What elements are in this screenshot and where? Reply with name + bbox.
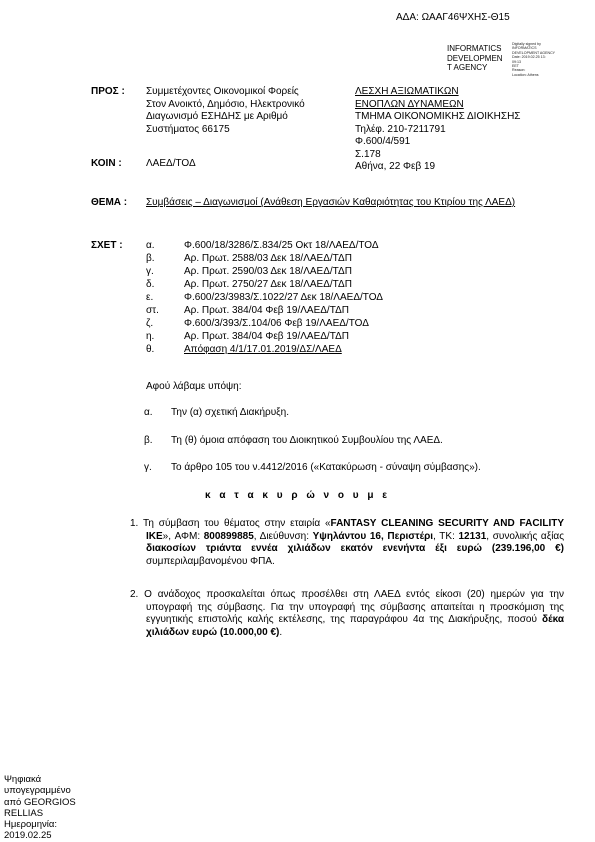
paragraph-text: 1. Τη σύμβαση του θέματος στην εταιρία « (130, 518, 331, 529)
recipients-label: ΠΡΟΣ : (91, 86, 125, 97)
considering-text: Το άρθρο 105 του ν.4412/2016 («Κατακύρωση - σύναψη σύμβασης»). (171, 462, 481, 473)
recipient-line: Συμμετέχοντες Οικονομικοί Φορείς (146, 86, 299, 97)
logo-line: DEVELOPMEN (447, 53, 503, 63)
paragraph-text: », ΑΦΜ: (162, 530, 204, 542)
considering-text: Τη (θ) όμοια απόφαση του Διοικητικού Συμβουλίου της ΛΑΕΔ. (171, 435, 443, 446)
recipient-line: Διαγωνισμό ΕΣΗΔΗΣ με Αριθμό (146, 111, 288, 122)
reference-text: Αρ. Πρωτ. 384/04 Φεβ 19/ΛΑΕΔ/ΤΔΠ (184, 331, 349, 342)
postal-code: 12131 (458, 530, 487, 542)
amount-words: διακοσίων τριάντα εννέα χιλιάδων εκατόν ενενήντα έξι ευρώ (146, 543, 482, 554)
reference-text: Αρ. Πρωτ. 2588/03 Δεκ 18/ΛΑΕΔ/ΤΔΠ (184, 253, 352, 264)
reference-number: γ. (146, 266, 154, 277)
reference-number: β. (146, 253, 155, 264)
stamp-line: EET (512, 64, 519, 69)
company-afm: 800899885 (203, 530, 254, 542)
reference-text: Αρ. Πρωτ. 384/04 Φεβ 19/ΛΑΕΔ/ΤΔΠ (184, 305, 349, 316)
reference-number: δ. (146, 279, 155, 290)
considering-intro: Αφού λάβαμε υπόψη: (146, 381, 242, 392)
guarantee-amount-words: δέκα χιλιάδων ευρώ (146, 614, 564, 638)
paragraph-text: 2. Ο ανάδοχος προσκαλείται όπως προσέλθει στη ΛΑΕΔ εντός είκοσι (20) ημερών για την υπογραφή της σύμβασης. Για την υπογραφή της σύμβασης απαιτείται η προσκόμιση της εγγυητικής επιστολής καλής εκτέλεσης, της παραγράφου 4α της Διακήρυξης, ποσού (130, 589, 564, 625)
signature-line: από GEORGIOS (4, 796, 76, 808)
recipient-line: Συστήματος 66175 (146, 123, 230, 135)
stamp-line: Location: Athens (512, 72, 539, 77)
stamp-line: Digitally signed by (512, 42, 541, 46)
reference-text: Φ.600/23/3983/Σ.1022/27 Δεκ 18/ΛΑΕΔ/ΤΟΔ (184, 292, 383, 303)
considering-text: Την (α) σχετική Διακήρυξη. (171, 407, 289, 418)
sender-line: ΛΕΣΧΗ ΑΞΙΩΜΑΤΙΚΩΝ (355, 86, 459, 97)
sender-line: ΤΜΗΜΑ ΟΙΚΟΝΟΜΙΚΗΣ ΔΙΟΙΚΗΣΗΣ (355, 111, 521, 122)
amount-value: (239.196,00 €) (491, 543, 564, 554)
reference-text: Απόφαση 4/1/17.01.2019/ΔΣ/ΛΑΕΔ (184, 344, 342, 355)
ida-logo-text (447, 44, 509, 73)
digital-signature-note (4, 774, 84, 842)
subject-label: ΘΕΜΑ : (91, 197, 128, 208)
references-list (146, 240, 566, 370)
considering-number: α. (144, 407, 153, 418)
reference-number: α. (146, 240, 155, 251)
decision-heading: κ α τ α κ υ ρ ώ ν ο υ μ ε (204, 490, 391, 501)
copy-label: ΚΟΙΝ : (91, 158, 122, 169)
reference-text: Φ.600/18/3286/Σ.834/25 Οκτ 18/ΛΑΕΔ/ΤΟΔ (184, 240, 379, 251)
signature-line: υπογεγραμμένο (4, 785, 71, 797)
sender-line: Σ.178 (355, 148, 381, 160)
subject-text: Συμβάσεις – Διαγωνισμοί (Ανάθεση Εργασιών Καθαριότητας του Κτιρίου της ΛΑΕΔ) (146, 197, 516, 208)
reference-number: θ. (146, 344, 155, 355)
signature-line: RELLIAS (4, 807, 44, 819)
reference-text: Αρ. Πρωτ. 2750/27 Δεκ 18/ΛΑΕΔ/ΤΔΠ (184, 279, 352, 290)
reference-number: στ. (146, 305, 159, 316)
guarantee-amount-value: (10.000,00 €) (217, 626, 280, 638)
signature-line: 2019.02.25 (4, 830, 52, 842)
sender-line: ΕΝΟΠΛΩΝ ΔΥΝΑΜΕΩΝ (355, 98, 464, 110)
company-address: Υψηλάντου 16, Περιστέρι (312, 530, 434, 542)
digital-signature-stamp (512, 42, 572, 77)
company-name: FANTASY CLEANING SECURITY AND FACILITY IKE (146, 518, 564, 542)
paragraph-invitation (130, 589, 564, 639)
considering-number: β. (144, 435, 153, 446)
signature-line: Ημερομηνία: (4, 819, 58, 831)
references-label: ΣΧΕΤ : (91, 240, 123, 251)
recipients-block (146, 86, 346, 136)
ada-code: ΑΔΑ: ΩΑΑΓ46ΨΧΗΣ-Θ15 (396, 12, 510, 23)
logo-line: INFORMATICS (447, 44, 502, 53)
stamp-line: 09:13 (512, 59, 521, 64)
sender-line: Αθήνα, 22 Φεβ 19 (355, 161, 436, 172)
stamp-line: DEVELOPMENT AGENCY (512, 50, 556, 55)
reference-text: Φ.600/3/393/Σ.104/06 Φεβ 19/ΛΑΕΔ/ΤΟΔ (184, 318, 369, 329)
stamp-line: INFORMATICS (512, 46, 537, 51)
logo-line: T AGENCY (447, 63, 488, 72)
considering-number: γ. (144, 462, 152, 473)
sender-block (355, 86, 565, 174)
sender-line: Τηλέφ. 210-7211791 (355, 123, 446, 135)
signature-line: Ψηφιακά (4, 774, 42, 785)
reference-text: Αρ. Πρωτ. 2590/03 Δεκ 18/ΛΑΕΔ/ΤΔΠ (184, 266, 352, 277)
paragraph-award (130, 518, 565, 568)
copy-value: ΛΑΕΔ/ΤΟΔ (146, 158, 196, 169)
paragraph-text: , ΤΚ: (433, 530, 459, 542)
paragraph-text: , συνολικής αξίας (486, 530, 565, 542)
stamp-line: Reason: (512, 68, 526, 73)
reference-number: ζ. (146, 318, 154, 329)
recipient-line: Στον Ανοικτό, Δημόσιο, Ηλεκτρονικό (146, 98, 305, 110)
paragraph-text: . (279, 626, 283, 638)
reference-number: ε. (146, 292, 154, 303)
paragraph-text: συμπεριλαμβανομένου ΦΠΑ. (146, 555, 275, 567)
sender-line: Φ.600/4/591 (355, 136, 411, 147)
stamp-line: Date: 2019.02.25 13: (512, 55, 546, 60)
paragraph-text: , Διεύθυνση: (253, 530, 313, 542)
reference-number: η. (146, 331, 155, 342)
